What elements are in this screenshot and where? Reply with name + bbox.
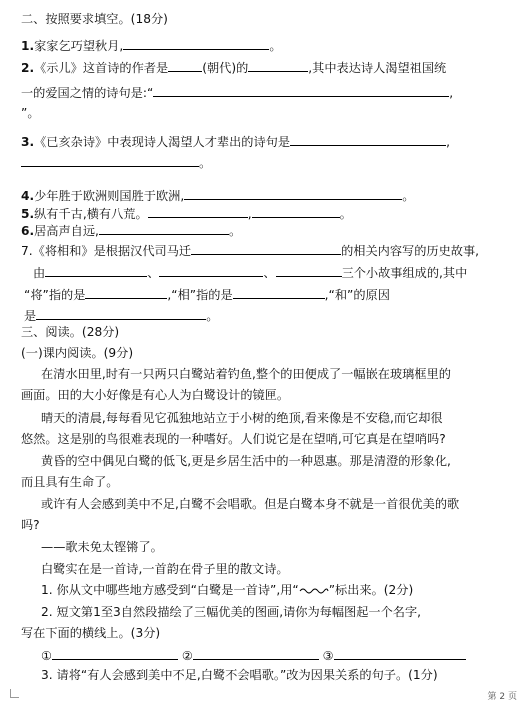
- reading-question-2-answers: ① ② ③: [41, 646, 521, 665]
- paragraph-1-cont: 画面。田的大小好像是有心人为白鹭设计的镜匣。: [21, 388, 290, 402]
- subsection-header: (一)课内阅读。(9分): [21, 346, 134, 360]
- answer-blank[interactable]: [191, 241, 341, 255]
- question-5: 5.纵有千古,横有八荒。 , 。: [21, 204, 501, 223]
- answer-blank[interactable]: [233, 285, 325, 299]
- question-2-end: ”。: [21, 106, 40, 120]
- question-6: 6.居高声自远, 。: [21, 221, 501, 240]
- reading-question-3: 3. 请将“有人会感到美中不足,白鹭不会唱歌。”改为因果关系的句子。(1分): [41, 668, 438, 682]
- answer-blank[interactable]: [248, 58, 308, 72]
- answer-blank[interactable]: [276, 263, 342, 277]
- paragraph-1: 在清水田里,时有一只两只白鹭站着钓鱼,整个的田便成了一幅嵌在玻璃框里的: [41, 367, 451, 381]
- answer-blank[interactable]: [184, 186, 402, 200]
- paragraph-4-cont: 吗?: [21, 518, 40, 532]
- paragraph-6: 白鹭实在是一首诗,一首韵在骨子里的散文诗。: [41, 562, 289, 576]
- paragraph-3: 黄昏的空中偶见白鹭的低飞,更是乡居生活中的一种恩惠。那是清澄的形象化,: [41, 454, 451, 468]
- answer-blank[interactable]: [36, 306, 206, 320]
- answer-blank[interactable]: [168, 58, 202, 72]
- paragraph-4: 或许有人会感到美中不足,白鹭不会唱歌。但是白鹭本身不就是一首很优美的歌: [41, 497, 460, 511]
- answer-blank[interactable]: [159, 263, 263, 277]
- answer-blank[interactable]: [290, 132, 446, 146]
- page-corner-mark: [10, 689, 19, 698]
- question-4: 4.少年胜于欧洲则国胜于欧洲, 。: [21, 186, 501, 205]
- paragraph-2: 晴天的清晨,每每看见它孤独地站立于小树的绝顶,看来像是不安稳,而它却很: [41, 411, 443, 425]
- paragraph-5: ——歌未免太铿锵了。: [41, 540, 163, 554]
- answer-blank[interactable]: [45, 263, 147, 277]
- section-3-header: 三、阅读。(28分): [21, 325, 120, 339]
- section-2-header: 二、按照要求填空。(18分): [21, 12, 168, 26]
- question-3: 3.《已亥杂诗》中表现诗人渴望人才辈出的诗句是 ,: [21, 132, 501, 151]
- reading-question-2-cont: 写在下面的横线上。(3分): [21, 626, 161, 640]
- answer-blank[interactable]: [193, 646, 319, 660]
- paragraph-3-cont: 而且具有生命了。: [21, 475, 119, 489]
- answer-blank[interactable]: [21, 153, 199, 167]
- question-2: 2.《示儿》这首诗的作者是 (朝代)的 ,其中表达诗人渴望祖国统: [21, 58, 501, 77]
- question-7-line-4: 是 。: [24, 306, 504, 325]
- question-7-line-3: “将”指的是 ,“相”指的是 ,“和”的原因: [24, 285, 504, 304]
- answer-blank[interactable]: [123, 36, 269, 50]
- answer-blank[interactable]: [153, 83, 449, 97]
- answer-blank[interactable]: [148, 204, 248, 218]
- answer-blank[interactable]: [85, 285, 167, 299]
- answer-blank[interactable]: [334, 646, 466, 660]
- question-7-line-2: 由 、 、 三个小故事组成的,其中: [33, 263, 513, 282]
- reading-question-1: 1. 你从文中哪些地方感受到“白鹭是一首诗”,用“ ”标出来。(2分): [41, 583, 414, 597]
- reading-question-2: 2. 短文第1至3自然段描绘了三幅优美的图画,请你为每幅图起一个名字,: [41, 605, 422, 619]
- question-3-cont: 。: [21, 153, 501, 172]
- answer-blank[interactable]: [252, 204, 340, 218]
- page-number: 第 2 页: [487, 692, 517, 702]
- question-1: 1.家家乞巧望秋月, 。: [21, 36, 501, 55]
- question-7: 7.《将相和》是根据汉代司马迁 的相关内容写的历史故事,: [21, 241, 501, 260]
- answer-blank[interactable]: [52, 646, 178, 660]
- paragraph-2-cont: 悠然。这是别的鸟很难表现的一种嗜好。人们说它是在望哨,可它真是在望哨吗?: [21, 432, 446, 446]
- answer-blank[interactable]: [99, 221, 229, 235]
- wavy-underline-icon: [299, 586, 329, 596]
- question-2-cont: 一的爱国之情的诗句是:“ ,: [21, 83, 501, 102]
